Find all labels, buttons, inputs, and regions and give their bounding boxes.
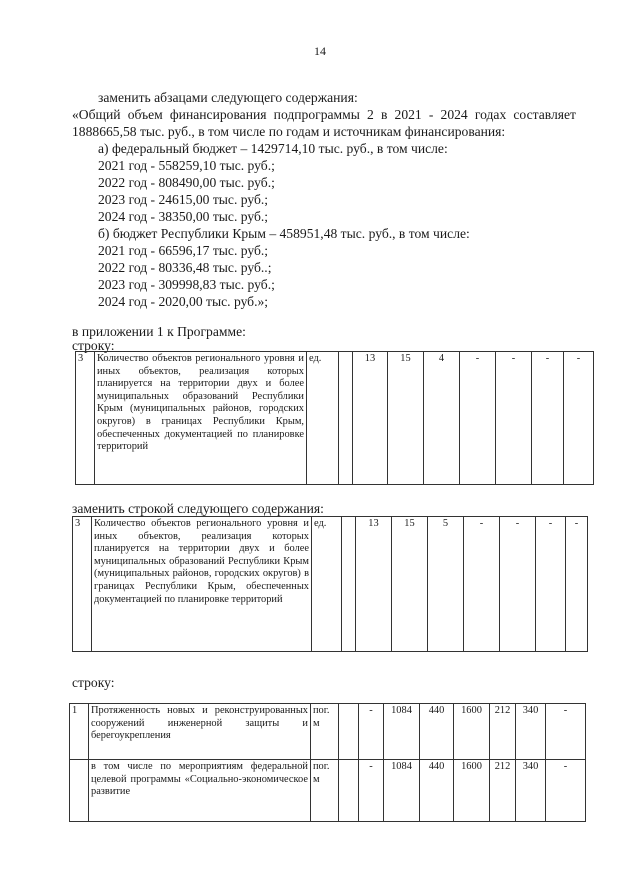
value-cell: - [564, 352, 594, 485]
value-cell: - [546, 760, 586, 822]
value-cell: - [460, 352, 496, 485]
value-cell: - [566, 517, 588, 652]
replacement-row-table [72, 516, 588, 652]
row-number: 3 [76, 352, 95, 485]
table-row [70, 704, 586, 760]
value-cell: - [536, 517, 566, 652]
row-label: строку: [72, 675, 115, 690]
replace-row-heading: заменить строкой следующего содержания: [72, 501, 324, 516]
value-cell: - [359, 704, 384, 760]
federal-year-line: 2022 год - 808490,00 тыс. руб.; [98, 175, 275, 190]
value-cell: 1084 [384, 704, 420, 760]
value-cell: - [546, 704, 586, 760]
value-cell: 5 [428, 517, 464, 652]
crimea-budget-title: б) бюджет Республики Крым – 458951,48 тыс. руб., в том числе: [98, 226, 470, 241]
row-number: 1 [70, 704, 89, 760]
unit-cell: пог. м [311, 704, 339, 760]
table-row [70, 760, 586, 822]
replace-instruction: заменить абзацами следующего содержания: [98, 90, 358, 105]
value-cell: 212 [490, 760, 516, 822]
indicator-description: Количество объектов регионального уровня и иных объектов, реализация которых планируется на территории двух и более муниципальных образований Республики Крым (муниципальных районов, городских округов) в границах Республики Крым, обеспеченных документацией по планировке территорий [92, 517, 312, 652]
value-cell [339, 704, 359, 760]
value-cell: - [359, 760, 384, 822]
value-cell: - [496, 352, 532, 485]
table-row [73, 517, 588, 652]
crimea-year-line: 2024 год - 2020,00 тыс. руб.»; [98, 294, 269, 309]
value-cell: 340 [516, 704, 546, 760]
crimea-year-line: 2023 год - 309998,83 тыс. руб.; [98, 277, 275, 292]
unit-cell: ед. [307, 352, 339, 485]
value-cell: 4 [424, 352, 460, 485]
value-cell: - [532, 352, 564, 485]
unit-cell: пог. м [311, 760, 339, 822]
value-cell: 440 [420, 760, 454, 822]
value-cell [339, 352, 353, 485]
appendix-heading: в приложении 1 к Программе: [72, 324, 246, 339]
federal-year-line: 2024 год - 38350,00 тыс. руб.; [98, 209, 269, 224]
value-cell: 1084 [384, 760, 420, 822]
value-cell: 1600 [454, 704, 490, 760]
length-row-table [69, 703, 586, 822]
indicator-description: Протяженность новых и реконструированных сооружений инженерной защиты и берегоукрепления [89, 704, 311, 760]
value-cell: 440 [420, 704, 454, 760]
value-cell: 340 [516, 760, 546, 822]
row-label: строку: [72, 338, 115, 353]
federal-budget-title: а) федеральный бюджет – 1429714,10 тыс. руб., в том числе: [98, 141, 448, 156]
value-cell: 15 [388, 352, 424, 485]
value-cell: 1600 [454, 760, 490, 822]
value-cell [339, 760, 359, 822]
value-cell: - [464, 517, 500, 652]
value-cell: 13 [353, 352, 388, 485]
value-cell: 212 [490, 704, 516, 760]
row-number: 3 [73, 517, 92, 652]
federal-year-line: 2023 год - 24615,00 тыс. руб.; [98, 192, 269, 207]
crimea-year-line: 2022 год - 80336,48 тыс. руб..; [98, 260, 272, 275]
value-cell: 13 [356, 517, 392, 652]
crimea-year-line: 2021 год - 66596,17 тыс. руб.; [98, 243, 269, 258]
value-cell: 15 [392, 517, 428, 652]
paragraph-line-1: «Общий объем финансирования подпрограммы 2 в 2021 - 2024 годах составляет [72, 107, 576, 122]
indicator-description: в том числе по мероприятиям федеральной целевой программы «Социально-экономическое развитие [89, 760, 311, 822]
row-number [70, 760, 89, 822]
page-number: 14 [314, 44, 326, 58]
original-row-table [75, 351, 594, 485]
indicator-description: Количество объектов регионального уровня и иных объектов, реализация которых планируется на территории двух и более муниципальных образований Республики Крым (муниципальных районов, городских округов) в границах Республики Крым, обеспеченных документацией по планировке территорий [95, 352, 307, 485]
value-cell: - [500, 517, 536, 652]
value-cell [342, 517, 356, 652]
unit-cell: ед. [312, 517, 342, 652]
federal-year-line: 2021 год - 558259,10 тыс. руб.; [98, 158, 275, 173]
paragraph-line-2: 1888665,58 тыс. руб., в том числе по годам и источникам финансирования: [72, 124, 506, 139]
table-row [76, 352, 594, 485]
